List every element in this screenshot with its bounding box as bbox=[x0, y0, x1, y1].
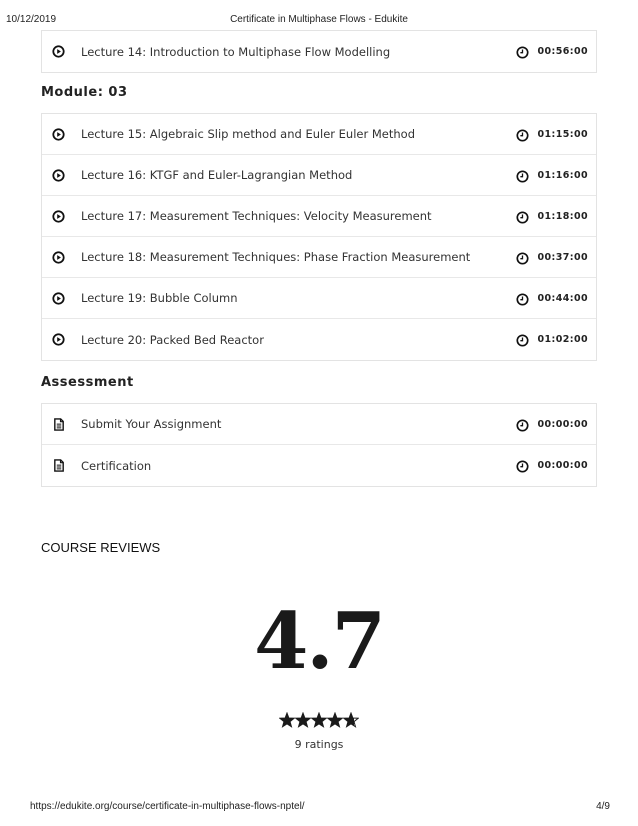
play-circle-icon bbox=[42, 155, 75, 195]
module-03-heading: Module: 03 bbox=[41, 85, 128, 100]
play-circle-icon bbox=[42, 31, 75, 72]
document-icon bbox=[42, 445, 75, 486]
lesson-row[interactable] bbox=[42, 237, 596, 278]
lesson-duration: 00:37:00 bbox=[537, 251, 588, 263]
lesson-title[interactable]: Certification bbox=[81, 458, 152, 473]
lesson-title[interactable]: Lecture 15: Algebraic Slip method and Euler Euler Method bbox=[81, 127, 416, 141]
play-circle-icon bbox=[42, 237, 75, 277]
clock-icon bbox=[516, 332, 529, 351]
clock-icon bbox=[516, 291, 529, 310]
lesson-duration: 01:15:00 bbox=[537, 128, 588, 140]
lesson-row[interactable] bbox=[42, 196, 596, 237]
lesson-title[interactable]: Submit Your Assignment bbox=[81, 417, 222, 431]
assessment-heading: Assessment bbox=[41, 375, 134, 390]
clock-icon bbox=[516, 209, 529, 228]
lesson-title[interactable]: Lecture 18: Measurement Techniques: Phase Fraction Measurement bbox=[81, 250, 471, 264]
star-icon bbox=[312, 713, 326, 727]
print-date: 10/12/2019 bbox=[6, 14, 57, 25]
module-02-lecture-list bbox=[41, 30, 597, 73]
lesson-duration: 00:56:00 bbox=[537, 46, 588, 57]
document-icon bbox=[42, 404, 75, 444]
course-reviews-heading: COURSE REVIEWS bbox=[41, 540, 161, 555]
star-icon bbox=[344, 713, 358, 727]
ratings-count: 9 ratings bbox=[294, 738, 344, 751]
lesson-row[interactable] bbox=[42, 319, 596, 360]
lesson-duration: 00:00:00 bbox=[537, 460, 588, 471]
lesson-title[interactable]: Lecture 14: Introduction to Multiphase Flow Modelling bbox=[81, 44, 391, 59]
clock-icon bbox=[516, 250, 529, 269]
module-03-lecture-list bbox=[41, 113, 597, 361]
page-number: 4/9 bbox=[596, 801, 610, 812]
clock-icon bbox=[516, 127, 529, 146]
clock-icon bbox=[516, 458, 529, 477]
star-rating bbox=[279, 712, 359, 728]
lesson-title[interactable]: Lecture 19: Bubble Column bbox=[81, 291, 238, 305]
lesson-row[interactable] bbox=[42, 31, 596, 72]
lesson-row[interactable] bbox=[42, 278, 596, 319]
lesson-duration: 01:16:00 bbox=[537, 169, 588, 181]
clock-icon bbox=[516, 417, 529, 436]
lesson-row[interactable] bbox=[42, 445, 596, 486]
lesson-title[interactable]: Lecture 17: Measurement Techniques: Velocity Measurement bbox=[81, 209, 432, 223]
lesson-title[interactable]: Lecture 20: Packed Bed Reactor bbox=[81, 332, 264, 347]
play-circle-icon bbox=[42, 196, 75, 236]
assessment-list bbox=[41, 403, 597, 487]
lesson-duration: 00:00:00 bbox=[537, 418, 588, 430]
star-icon bbox=[296, 713, 310, 727]
clock-icon bbox=[516, 44, 529, 63]
play-circle-icon bbox=[42, 278, 75, 318]
play-circle-icon bbox=[42, 114, 75, 154]
play-circle-icon bbox=[42, 319, 75, 360]
clock-icon bbox=[516, 168, 529, 187]
average-rating-score: 4.7 bbox=[254, 596, 384, 687]
lesson-title[interactable]: Lecture 16: KTGF and Euler-Lagrangian Method bbox=[81, 168, 353, 182]
star-icon bbox=[280, 713, 294, 727]
print-header bbox=[0, 14, 638, 28]
lesson-duration: 00:44:00 bbox=[537, 292, 588, 304]
lesson-row[interactable] bbox=[42, 404, 596, 445]
lesson-row[interactable] bbox=[42, 114, 596, 155]
print-footer bbox=[0, 801, 638, 815]
lesson-duration: 01:18:00 bbox=[537, 210, 588, 222]
star-icon bbox=[328, 713, 342, 727]
lesson-duration: 01:02:00 bbox=[537, 334, 588, 345]
page-url: https://edukite.org/course/certificate-in-multiphase-flows-nptel/ bbox=[30, 801, 305, 812]
print-page-title: Certificate in Multiphase Flows - Edukite bbox=[230, 14, 408, 25]
lesson-row[interactable] bbox=[42, 155, 596, 196]
